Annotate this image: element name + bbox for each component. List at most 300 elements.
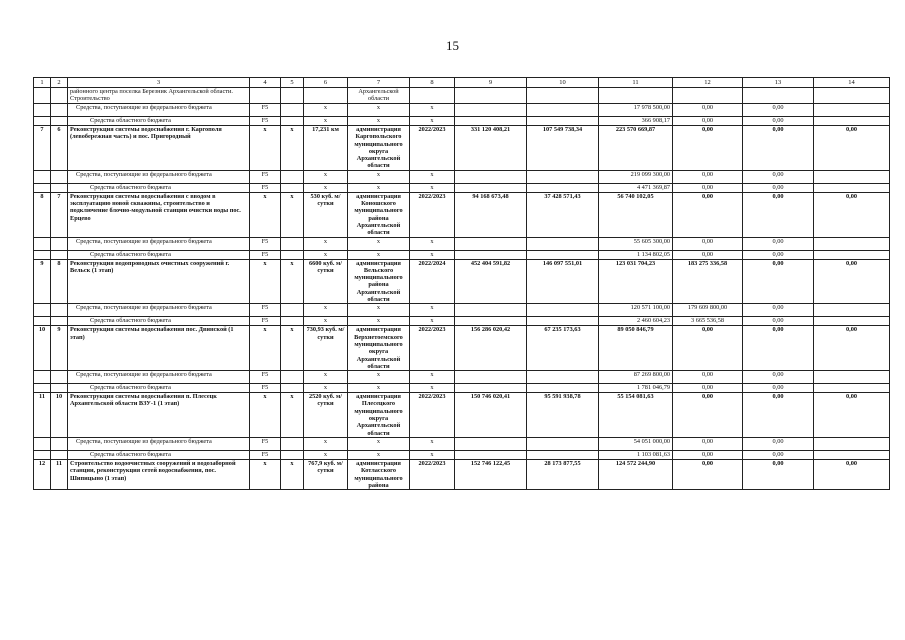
cell-col-13 [743,88,814,104]
cell-col-4: x [250,326,281,371]
cell-col-12: 183 275 336,58 [673,259,743,304]
cell-col-7: x [348,437,410,450]
cell-col-7: x [348,104,410,117]
cell-col-5 [281,371,304,384]
cell-col-7: x [348,250,410,259]
cell-col-6 [304,88,348,104]
col-num: 2 [51,78,68,88]
cell-col-2 [51,88,68,104]
cell-col-9 [455,437,527,450]
cell-col-5 [281,304,304,317]
project-row [34,126,890,171]
cell-col-3: Строительство водоочистных сооружений и водозаборной станции, реконструкция сетей водоснабжения, пос. Шипицыно (1 этап) [68,459,250,489]
cell-col-5 [281,237,304,250]
cell-col-3: Реконструкция системы водоснабжения пос. Двинской (1 этап) [68,326,250,371]
cell-col-14 [814,117,890,126]
cell-col-1 [34,88,51,104]
cell-col-9: 94 168 673,48 [455,192,527,237]
cell-col-12: 0,00 [673,384,743,393]
cell-col-11: 4 471 369,87 [599,183,673,192]
cell-col-13: 0,00 [743,192,814,237]
funding-source-row [34,437,890,450]
col-num: 4 [250,78,281,88]
cell-col-12: 0,00 [673,192,743,237]
cell-col-4: F5 [250,104,281,117]
cell-col-1 [34,450,51,459]
cell-col-2: 6 [51,126,68,171]
cell-col-6: x [304,437,348,450]
cell-col-1: 11 [34,393,51,438]
cell-col-8: 2022/2023 [410,126,455,171]
cell-col-10 [527,88,599,104]
cell-col-3: Средства областного бюджета [68,384,250,393]
cell-col-2: 8 [51,259,68,304]
cell-col-9: 452 404 591,82 [455,259,527,304]
cell-col-6: x [304,170,348,183]
cell-col-13: 0,00 [743,237,814,250]
cell-col-14 [814,183,890,192]
cell-col-10 [527,450,599,459]
cell-col-11: 87 269 800,00 [599,371,673,384]
cell-col-5: x [281,459,304,489]
cell-col-6: x [304,117,348,126]
cell-col-4: F5 [250,384,281,393]
cell-col-12: 179 609 800,00 [673,304,743,317]
cell-col-2 [51,250,68,259]
cell-col-7: администрация Вельского муниципального района Архангельской области [348,259,410,304]
cell-col-5 [281,250,304,259]
cell-col-4: x [250,192,281,237]
cell-col-13: 0,00 [743,117,814,126]
cell-col-9: 156 286 020,42 [455,326,527,371]
cell-col-11: 120 571 100,00 [599,304,673,317]
cell-col-5: x [281,192,304,237]
cell-col-1 [34,304,51,317]
cell-col-4: x [250,259,281,304]
cell-col-12: 0,00 [673,237,743,250]
cell-col-14 [814,88,890,104]
cell-col-14 [814,437,890,450]
cell-col-13: 0,00 [743,126,814,171]
cell-col-2: 11 [51,459,68,489]
cell-col-2 [51,304,68,317]
cell-col-13: 0,00 [743,459,814,489]
cell-col-5 [281,450,304,459]
cell-col-12: 0,00 [673,437,743,450]
cell-col-3: Реконструкция системы водоснабжения с вводом в эксплуатацию новой скважины, строительство и подключение блочно-модульной станции очистки воды пос. Ерцево [68,192,250,237]
cell-col-14: 0,00 [814,326,890,371]
cell-col-1 [34,317,51,326]
cell-col-1 [34,170,51,183]
cell-col-14: 0,00 [814,126,890,171]
cell-col-5 [281,88,304,104]
cell-col-5 [281,170,304,183]
cell-col-10 [527,117,599,126]
cell-col-10 [527,371,599,384]
cell-col-11: 124 572 244,90 [599,459,673,489]
cell-col-7: x [348,450,410,459]
cell-col-8: 2022/2023 [410,192,455,237]
cell-col-14 [814,250,890,259]
cell-col-7: x [348,371,410,384]
project-row [34,459,890,489]
cell-col-11: 1 781 046,79 [599,384,673,393]
cell-col-10: 28 173 877,55 [527,459,599,489]
cell-col-5: x [281,126,304,171]
project-row [34,192,890,237]
funding-source-row [34,170,890,183]
cell-col-11: 54 051 000,00 [599,437,673,450]
cell-col-8: x [410,384,455,393]
cell-col-4: x [250,459,281,489]
cell-col-9: 152 746 122,45 [455,459,527,489]
cell-col-13: 0,00 [743,393,814,438]
cell-col-3: Средства, поступающие из федерального бюджета [68,104,250,117]
funding-source-row [34,237,890,250]
cell-col-11 [599,88,673,104]
cell-col-1 [34,117,51,126]
cell-col-4: F5 [250,317,281,326]
cell-col-7: Архангельской области [348,88,410,104]
cell-col-1: 12 [34,459,51,489]
cell-col-13: 0,00 [743,317,814,326]
cell-col-6: x [304,250,348,259]
cell-col-1 [34,384,51,393]
col-num: 8 [410,78,455,88]
cell-col-3: Средства областного бюджета [68,450,250,459]
cell-col-6: x [304,317,348,326]
cell-col-10 [527,170,599,183]
cell-col-14: 0,00 [814,192,890,237]
cell-col-14 [814,384,890,393]
cell-col-9 [455,237,527,250]
cell-col-12: 0,00 [673,393,743,438]
col-num: 10 [527,78,599,88]
cell-col-4: F5 [250,450,281,459]
cell-col-6: x [304,371,348,384]
cell-col-11: 223 570 669,87 [599,126,673,171]
cell-col-3: Реконструкция водопроводных очистных сооружений г. Вельск (1 этап) [68,259,250,304]
col-num: 3 [68,78,250,88]
funding-source-row [34,304,890,317]
cell-col-3: Средства областного бюджета [68,250,250,259]
cell-col-8: x [410,371,455,384]
cell-col-14 [814,237,890,250]
cell-col-6: 530 куб. м/сутки [304,192,348,237]
cell-col-9: 331 120 408,21 [455,126,527,171]
cell-col-6: x [304,237,348,250]
cell-col-2 [51,371,68,384]
cell-col-11: 219 099 300,00 [599,170,673,183]
cell-col-10 [527,250,599,259]
cell-col-9 [455,371,527,384]
cell-col-2 [51,450,68,459]
col-num: 7 [348,78,410,88]
cell-col-3: Средства, поступающие из федерального бюджета [68,371,250,384]
cell-col-7: x [348,183,410,192]
cell-col-14 [814,371,890,384]
cell-col-9 [455,117,527,126]
cell-col-1 [34,371,51,384]
cell-col-7: x [348,304,410,317]
cell-col-7: администрация Плесецкого муниципального округа Архангельской области [348,393,410,438]
cell-col-8: 2022/2023 [410,326,455,371]
cell-col-13: 0,00 [743,170,814,183]
cell-col-11: 2 460 604,23 [599,317,673,326]
column-number-row [34,78,890,88]
cell-col-8: 2022/2023 [410,393,455,438]
col-num: 1 [34,78,51,88]
cell-col-5 [281,117,304,126]
cell-col-13: 0,00 [743,259,814,304]
cell-col-8: x [410,304,455,317]
cell-col-10: 107 549 738,34 [527,126,599,171]
cell-col-6: 767,9 куб. м/сутки [304,459,348,489]
cell-col-1: 9 [34,259,51,304]
cell-col-13: 0,00 [743,326,814,371]
cell-col-14 [814,317,890,326]
cell-col-1 [34,104,51,117]
cell-col-12: 0,00 [673,170,743,183]
cell-col-5: x [281,259,304,304]
cell-col-7: x [348,317,410,326]
cell-col-6: 17,231 км [304,126,348,171]
cell-col-12: 0,00 [673,459,743,489]
cell-col-8: x [410,450,455,459]
cell-col-10 [527,183,599,192]
cell-col-12: 0,00 [673,450,743,459]
cell-col-6: x [304,304,348,317]
cell-col-6: 730,93 куб. м/сутки [304,326,348,371]
cell-col-9 [455,88,527,104]
cell-col-8: x [410,183,455,192]
cell-col-12: 0,00 [673,326,743,371]
funding-source-row [34,317,890,326]
cell-col-2 [51,104,68,117]
cell-col-7: администрация Каргопольского муниципального округа Архангельской области [348,126,410,171]
cell-col-8: x [410,317,455,326]
cell-col-9 [455,170,527,183]
cell-col-10 [527,237,599,250]
cell-col-2 [51,317,68,326]
col-num: 13 [743,78,814,88]
cell-col-3: Средства, поступающие из федерального бюджета [68,437,250,450]
cell-col-8 [410,88,455,104]
cell-col-5 [281,384,304,393]
cell-col-7: x [348,237,410,250]
cell-col-3: Средства областного бюджета [68,183,250,192]
cell-col-9 [455,450,527,459]
cell-col-13: 0,00 [743,250,814,259]
cell-col-3: Средства областного бюджета [68,117,250,126]
cell-col-12: 0,00 [673,371,743,384]
cell-col-6: x [304,104,348,117]
cell-col-1: 7 [34,126,51,171]
cell-col-5 [281,104,304,117]
cell-col-11: 1 134 802,05 [599,250,673,259]
cell-col-4: F5 [250,304,281,317]
funding-source-row [34,104,890,117]
cell-col-3: районного центра поселка Березник Архангельской области. Строительство [68,88,250,104]
cell-col-11: 55 154 081,63 [599,393,673,438]
cell-col-2 [51,183,68,192]
cell-col-2 [51,437,68,450]
project-row [34,393,890,438]
cell-col-13: 0,00 [743,450,814,459]
cell-col-4: F5 [250,437,281,450]
col-num: 14 [814,78,890,88]
cell-col-9 [455,304,527,317]
cell-col-6: x [304,183,348,192]
cell-col-12: 0,00 [673,104,743,117]
cell-col-3: Средства, поступающие из федерального бюджета [68,304,250,317]
cell-col-7: администрация Коношского муниципального района Архангельской области [348,192,410,237]
cell-col-1: 10 [34,326,51,371]
cell-col-4 [250,88,281,104]
cell-col-12: 0,00 [673,126,743,171]
cell-col-2 [51,237,68,250]
cell-col-13: 0,00 [743,104,814,117]
cell-col-8: 2022/2023 [410,459,455,489]
cell-col-10 [527,437,599,450]
cell-col-5 [281,317,304,326]
cell-col-4: F5 [250,371,281,384]
program-table [33,77,890,490]
cell-col-10: 67 235 173,63 [527,326,599,371]
funding-source-row [34,117,890,126]
col-num: 11 [599,78,673,88]
page-number: 15 [446,38,459,53]
funding-source-row [34,183,890,192]
cell-col-10 [527,317,599,326]
cell-col-7: администрация Котласского муниципального района [348,459,410,489]
cell-col-3: Средства областного бюджета [68,317,250,326]
cell-col-1 [34,437,51,450]
cell-col-9 [455,250,527,259]
cell-col-8: 2022/2024 [410,259,455,304]
funding-source-row [34,250,890,259]
cell-col-7: x [348,384,410,393]
cell-col-13: 0,00 [743,304,814,317]
cell-col-12: 0,00 [673,117,743,126]
cell-col-6: 6600 куб. м/сутки [304,259,348,304]
cell-col-9: 150 746 020,41 [455,393,527,438]
col-num: 5 [281,78,304,88]
funding-source-row [34,371,890,384]
cell-col-11: 89 050 846,79 [599,326,673,371]
cell-col-12 [673,88,743,104]
cell-col-14: 0,00 [814,459,890,489]
cell-col-3: Средства, поступающие из федерального бюджета [68,237,250,250]
cell-col-4: F5 [250,250,281,259]
cell-col-9 [455,317,527,326]
cell-col-13: 0,00 [743,437,814,450]
cell-col-10 [527,304,599,317]
cell-col-6: x [304,450,348,459]
cell-col-7: x [348,170,410,183]
cell-col-13: 0,00 [743,183,814,192]
cell-col-8: x [410,237,455,250]
continuation-row [34,88,890,104]
col-num: 12 [673,78,743,88]
cell-col-2 [51,384,68,393]
cell-col-14 [814,304,890,317]
cell-col-14 [814,104,890,117]
project-row [34,259,890,304]
cell-col-4: x [250,126,281,171]
cell-col-3: Средства, поступающие из федерального бюджета [68,170,250,183]
cell-col-10 [527,384,599,393]
cell-col-11: 1 103 081,63 [599,450,673,459]
cell-col-1: 8 [34,192,51,237]
cell-col-3: Реконструкция системы водоснабжения п. Плесецк Архангельской области ВЗУ-1 (1 этап) [68,393,250,438]
cell-col-11: 123 031 704,23 [599,259,673,304]
cell-col-6: 2520 куб. м/сутки [304,393,348,438]
cell-col-10: 146 097 551,01 [527,259,599,304]
cell-col-8: x [410,170,455,183]
col-num: 6 [304,78,348,88]
cell-col-5: x [281,393,304,438]
cell-col-2 [51,170,68,183]
project-row [34,326,890,371]
cell-col-9 [455,104,527,117]
col-num: 9 [455,78,527,88]
cell-col-14 [814,170,890,183]
cell-col-1 [34,183,51,192]
cell-col-8: x [410,437,455,450]
cell-col-13: 0,00 [743,384,814,393]
cell-col-1 [34,250,51,259]
cell-col-8: x [410,117,455,126]
cell-col-4: F5 [250,183,281,192]
cell-col-10: 37 428 571,43 [527,192,599,237]
cell-col-13: 0,00 [743,371,814,384]
cell-col-5 [281,183,304,192]
cell-col-12: 0,00 [673,183,743,192]
cell-col-11: 366 908,17 [599,117,673,126]
funding-source-row [34,450,890,459]
cell-col-14: 0,00 [814,259,890,304]
cell-col-2 [51,117,68,126]
cell-col-4: F5 [250,117,281,126]
cell-col-9 [455,183,527,192]
cell-col-11: 56 740 102,05 [599,192,673,237]
cell-col-2: 7 [51,192,68,237]
cell-col-6: x [304,384,348,393]
cell-col-14 [814,450,890,459]
funding-source-row [34,384,890,393]
cell-col-12: 0,00 [673,250,743,259]
cell-col-11: 55 605 300,00 [599,237,673,250]
cell-col-7: x [348,117,410,126]
cell-col-11: 17 978 500,00 [599,104,673,117]
cell-col-5: x [281,326,304,371]
cell-col-10 [527,104,599,117]
cell-col-4: F5 [250,237,281,250]
cell-col-4: x [250,393,281,438]
cell-col-2: 9 [51,326,68,371]
cell-col-5 [281,437,304,450]
cell-col-3: Реконструкция системы водоснабжения г. Каргополя (левобережная часть) и пос. Пригородный [68,126,250,171]
cell-col-7: администрация Верхнетоемского муниципального округа Архангельской области [348,326,410,371]
cell-col-12: 3 665 536,58 [673,317,743,326]
cell-col-4: F5 [250,170,281,183]
cell-col-9 [455,384,527,393]
cell-col-8: x [410,250,455,259]
cell-col-10: 95 591 938,78 [527,393,599,438]
cell-col-1 [34,237,51,250]
cell-col-8: x [410,104,455,117]
